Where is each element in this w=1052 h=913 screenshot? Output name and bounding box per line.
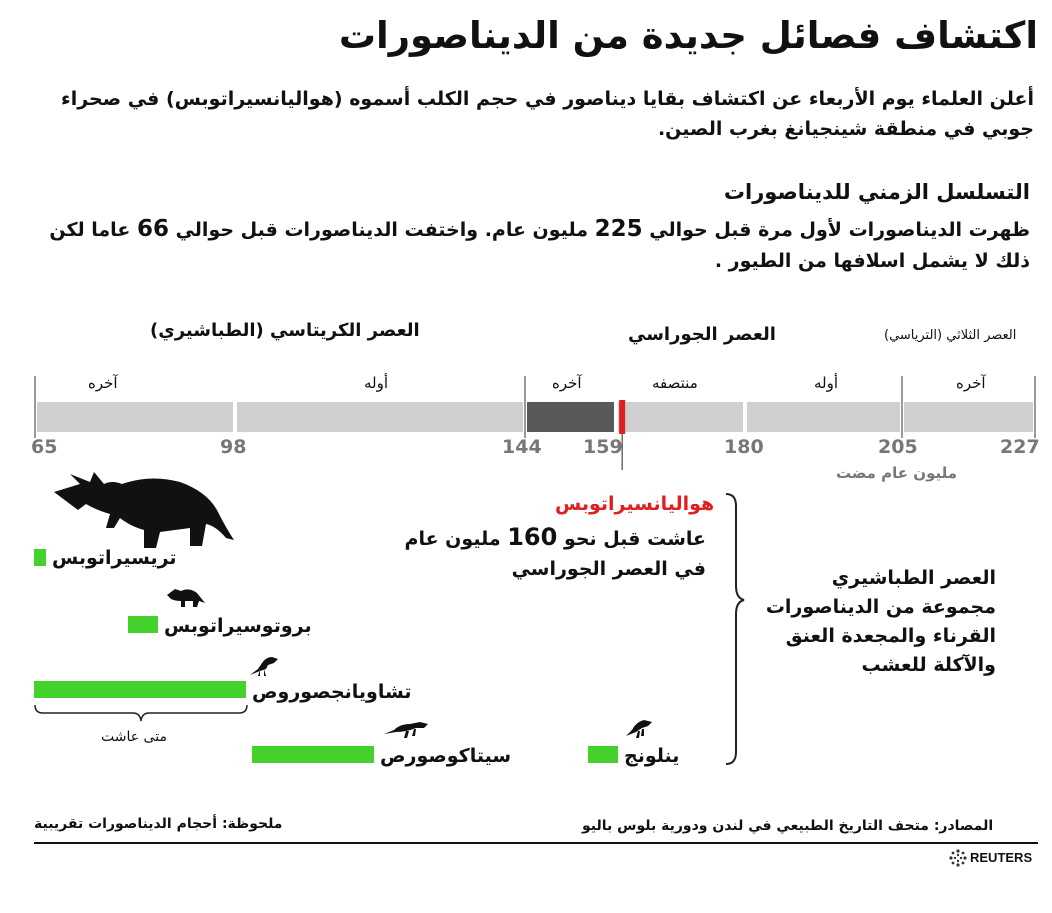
dino-label: تشاويانجصوروص — [252, 681, 412, 703]
dino-range-bar — [252, 746, 374, 763]
segment-jurassic-early: أوله — [814, 374, 839, 392]
segment-cretaceous-late: آخره — [88, 374, 118, 392]
timeline-segment — [904, 402, 1033, 432]
timeline-segment — [747, 402, 900, 432]
dino-range-bar — [588, 746, 618, 763]
dino-label: ينلونج — [624, 745, 680, 767]
timeline-desc-part3: عاما لكن ذلك لا يشمل اسلافها من الطيور . — [49, 219, 1030, 272]
cretaceous-note — [736, 564, 996, 680]
tick-label: 65 — [31, 436, 58, 458]
period-jurassic-label: العصر الجوراسي — [628, 324, 776, 345]
timeline-heading: التسلسل الزمني للديناصورات — [723, 180, 1030, 204]
huallian-name: هواليانسيراتوبس — [555, 493, 715, 515]
dino-range-bar — [34, 549, 46, 566]
timeline-desc-part2: مليون عام. واختفت الديناصورات قبل حوالي — [175, 219, 588, 241]
timeline-segment — [618, 402, 743, 432]
lived-bracket-icon — [34, 704, 248, 726]
tick-label: 98 — [220, 436, 247, 458]
huallian-marker — [619, 400, 625, 434]
timeline-segment-dark — [527, 402, 614, 432]
cretaceous-note-line: العصر الطباشيري — [831, 567, 996, 589]
period-cretaceous-label: العصر الكريتاسي (الطباشيري) — [150, 320, 420, 341]
units-label: مليون عام مضت — [836, 464, 958, 482]
chaoyangsaurus-icon — [248, 655, 278, 677]
huallian-lived-line — [386, 522, 706, 554]
tick-label: 144 — [502, 436, 542, 458]
dino-label: بروتوسيراتوبس — [164, 615, 312, 637]
cretaceous-note-line: القرناء والمجعدة العنق — [785, 625, 996, 647]
timeline-segment — [237, 402, 523, 432]
yinlong-icon — [624, 718, 652, 740]
footer-sources: المصادر: متحف التاريخ الطبيعي في لندن ودورية بلوس باليو — [582, 818, 994, 834]
footer-divider — [34, 842, 1038, 844]
period-triassic-label: العصر الثلاثي (الترياسي) — [884, 328, 1017, 343]
reuters-logo-icon — [948, 848, 968, 868]
cretaceous-note-line: والآكلة للعشب — [861, 654, 996, 676]
footer-note: ملحوظة: أحجام الديناصورات تقريبية — [34, 816, 283, 832]
segment-jurassic-middle: منتصفه — [652, 374, 698, 392]
huallian-lived-part2: مليون عام — [404, 528, 501, 550]
timeline-desc-part1: ظهرت الديناصورات لأول مرة قبل حوالي — [649, 219, 1030, 241]
segment-jurassic-late: آخره — [552, 374, 582, 392]
tick-label: 205 — [878, 436, 918, 458]
lived-label: متى عاشت — [101, 729, 167, 745]
tick-label: 180 — [724, 436, 764, 458]
tick-label: 159 — [583, 436, 623, 458]
protoceratops-icon — [165, 585, 207, 609]
extinction-value: 66 — [136, 216, 169, 242]
huallian-description — [386, 522, 706, 584]
timeline-segment — [37, 402, 233, 432]
dino-label: سيتاكوصورص — [380, 745, 512, 767]
huallian-lived-period: في العصر الجوراسي — [511, 558, 706, 580]
dino-range-bar — [34, 681, 246, 698]
dino-label: تريسيراتوبس — [52, 547, 177, 569]
triceratops-icon — [50, 470, 235, 550]
reuters-brand: REUTERS — [970, 850, 1033, 865]
segment-triassic-late: آخره — [956, 374, 986, 392]
psittacosaurus-icon — [382, 718, 428, 740]
first-appearance-value: 225 — [594, 216, 643, 242]
tick-label: 227 — [1000, 436, 1040, 458]
intro-text: أعلن العلماء يوم الأربعاء عن اكتشاف بقايا ديناصور في حجم الكلب أسموه (هواليانسيراتوبس) في صحراء جوبي في منطقة شينجيانغ بغرب الصين. — [61, 88, 1034, 140]
dino-range-bar — [128, 616, 158, 633]
segment-cretaceous-early: أوله — [364, 374, 389, 392]
cretaceous-note-line: مجموعة من الديناصورات — [765, 596, 996, 618]
huallian-lived-part1: عاشت قبل نحو — [563, 528, 706, 550]
huallian-lived-value: 160 — [507, 523, 558, 551]
timeline-description — [40, 214, 1030, 277]
headline: اكتشاف فصائل جديدة من الديناصورات — [338, 14, 1038, 57]
